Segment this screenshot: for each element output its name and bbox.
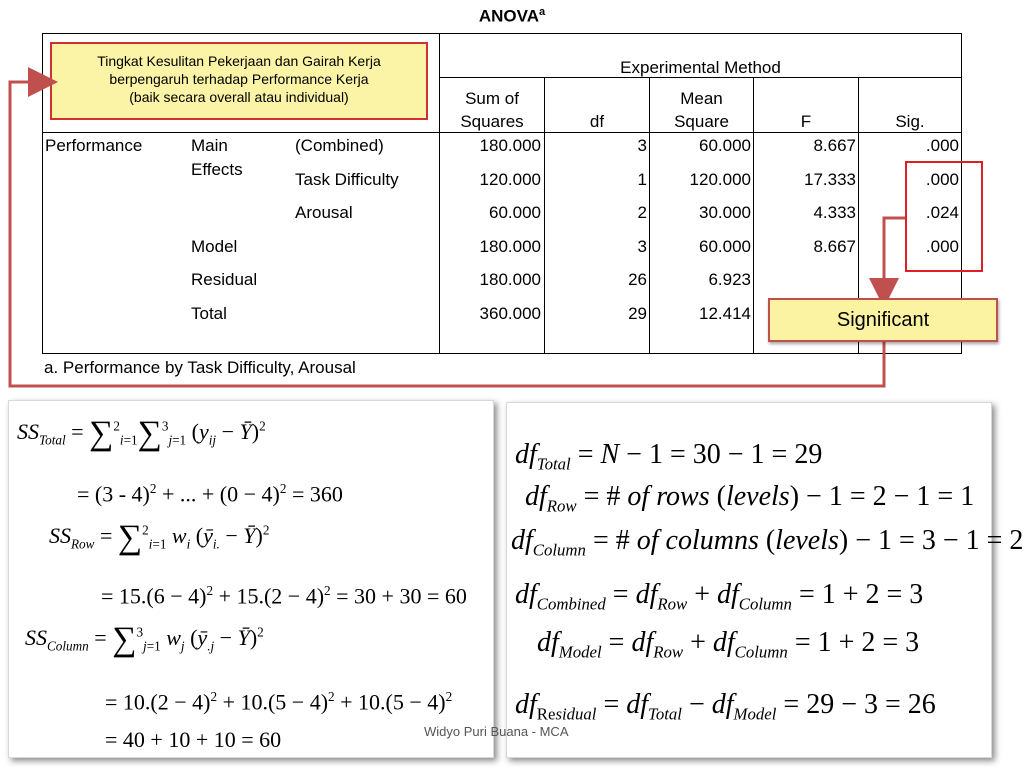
row-ss: 180.000 [479,237,541,256]
callout-line-3: (baik secara overall atau individual) [129,89,349,105]
ss-total-computation: = (3 - 4)$^2$ + ... + $(0 - 4)^2 = 360$ [77,481,343,507]
ss-column-computation: = $10.(2 - 4)^2 + 10.(5 - 4)^2 + 10.(5 - 4)^2$ [105,689,453,715]
row-sig: .000 [925,237,959,256]
anova-title-text: ANOVA [478,6,539,26]
row-sig: .000 [925,170,959,189]
row-ss: 180.000 [479,136,541,155]
header-sum-of-squares-1: Sum of [465,89,519,108]
row-f: 17.333 [804,170,856,189]
arrow-to-callout [10,82,884,386]
df-total-formula: $df_{Total} = N - 1 = 30 - 1 = 29$ [515,439,823,474]
main-effects-label-1: Main [191,136,228,155]
sum-of-squares-formula-panel [8,400,494,758]
row-df: 3 [637,136,647,155]
row-ms: 60.000 [699,237,751,256]
row-ss: 180.000 [479,270,541,289]
row-source: Model [191,237,238,256]
dependent-variable-label: Performance [45,136,143,155]
df-combined-formula: $df_{Combined} = df_{Row} + df_{Column} = 1 + 2 = 3$ [515,579,924,614]
row-ss: 360.000 [479,304,541,323]
row-ms: 120.000 [689,170,751,189]
anova-title-superscript: a [539,6,546,18]
header-sig: Sig. [895,112,925,131]
row-source: Task Difficulty [295,170,399,189]
row-ss: 60.000 [489,203,541,222]
df-model-formula: $df_{Model} = df_{Row} + df_{Column} = 1 + 2 = 3$ [537,627,920,662]
df-column-formula: $df_{Column}$ = # of columns (levels) − 1 = 3 − 1 = 2 [511,525,1024,560]
row-sig: .024 [925,203,959,222]
row-df: 26 [628,270,647,289]
row-df: 3 [637,237,647,256]
header-sum-of-squares-2: Squares [460,112,524,131]
row-f: 4.333 [813,203,856,222]
row-source: (Combined) [295,136,384,155]
row-source: Residual [191,270,258,289]
df-residual-formula: $df_{Residual} = df_{Total} - df_{Model} = 29 - 3 = 26$ [515,689,936,724]
header-df: df [589,112,605,131]
row-ms: 30.000 [699,203,751,222]
degrees-of-freedom-formula-panel [506,402,1024,758]
row-ss: 120.000 [479,170,541,189]
callout-line-2: berpengaruh terhadap Performance Kerja [109,71,369,87]
footer-credit: Widyo Puri Buana - MCA [424,724,569,739]
arrow-to-significant [884,218,905,296]
header-mean-square-1: Mean [680,89,723,108]
header-experimental-method: Experimental Method [620,58,781,77]
row-ms: 12.414 [699,304,751,323]
row-source: Total [191,304,227,323]
df-row-formula: $df_{Row}$ = # of rows (levels) − 1 = 2 − 1 = 1 [525,481,975,516]
header-f: F [800,112,812,131]
significant-label: Significant [836,309,930,331]
ss-row-computation: = $15.(6 - 4)^2 + 15.(2 - 4)^2 = 30 + 30 = 60$ [101,583,467,609]
significant-label-box [768,298,998,342]
ss-total-formula: $SS_{Total} = \sum^2_{i=1}\sum^3_{j=1}$ ($y_{ij}$ − Ȳ)$^2$ [17,415,266,452]
row-df: 2 [637,203,647,222]
row-source: Arousal [295,203,353,222]
ss-column-result: = 40 + 10 + 10 = 60 [105,727,282,752]
table-footnote: a. Performance by Task Difficulty, Arousal [44,358,356,377]
header-mean-square-2: Square [674,112,729,131]
callout-line-1: Tingkat Kesulitan Pekerjaan dan Gairah Kerja [97,53,381,69]
main-effects-label-2: Effects [191,160,243,179]
row-f: 8.667 [813,136,856,155]
ss-row-formula: $SS_{Row} = \sum^2_{i=1}$ $w_i$ ($ȳ_{i.}$ − Ȳ)$^2$ [49,519,270,556]
row-ms: 60.000 [699,136,751,155]
row-f: 8.667 [813,237,856,256]
ss-column-formula: $SS_{Column} = \sum^3_{j=1}$ $w_j$ ($ȳ_{.j}$ − Ȳ)$^2$ [25,621,264,658]
row-sig: .000 [925,136,959,155]
row-df: 1 [637,170,647,189]
row-df: 29 [628,304,647,323]
row-ms: 6.923 [708,270,751,289]
